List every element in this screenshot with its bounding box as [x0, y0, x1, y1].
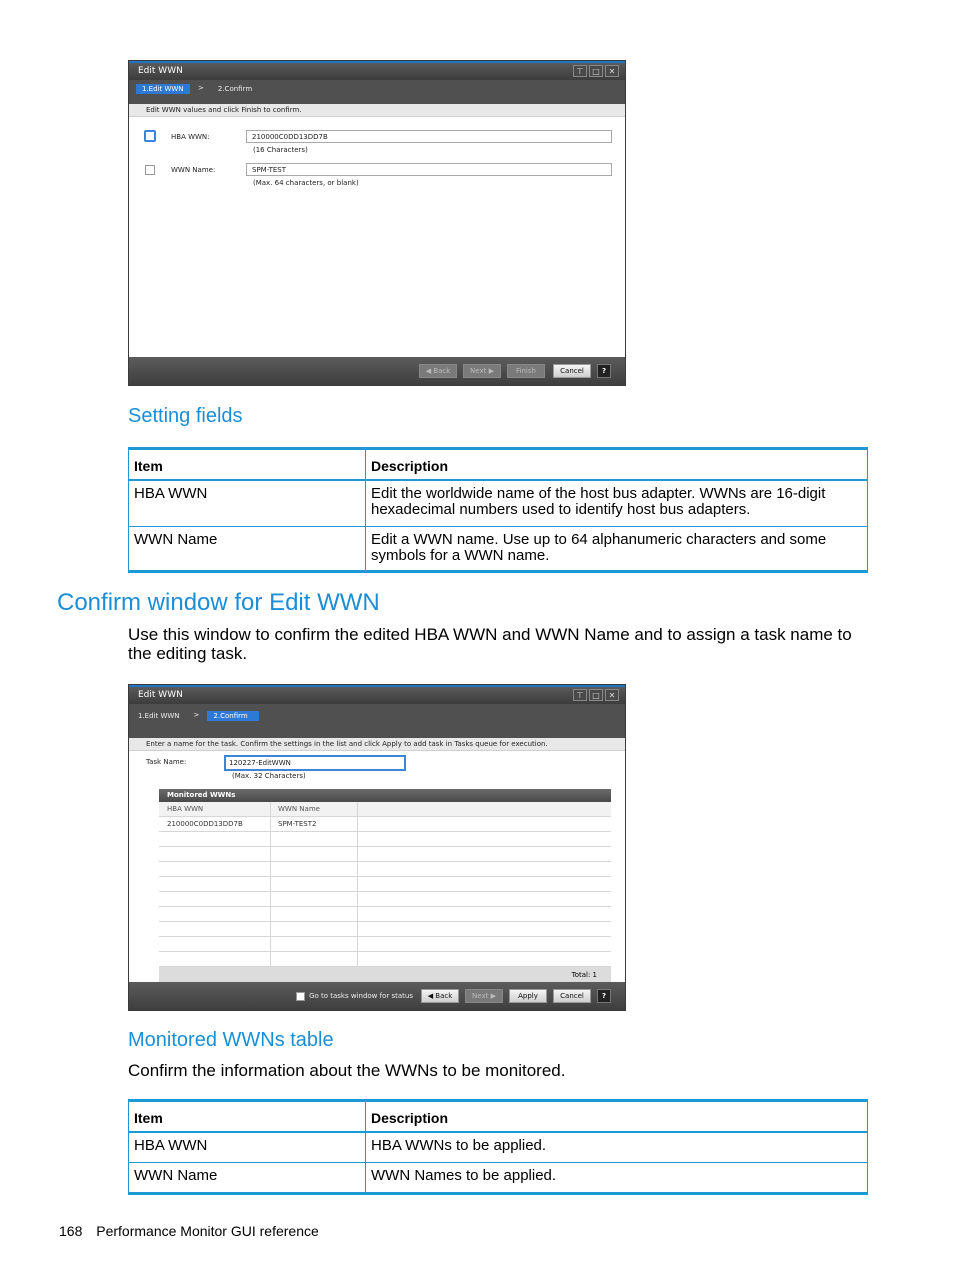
table-row[interactable]	[159, 817, 611, 832]
row-description: Edit a WWN name. Use up to 64 alphanumeric characters and some symbols for a WWN name.	[366, 527, 868, 572]
back-button[interactable]: ◀ Back	[421, 989, 459, 1003]
wwn-name-checkbox[interactable]	[145, 165, 155, 175]
row-item: HBA WWN	[129, 480, 366, 527]
setting-fields-heading: Setting fields	[128, 405, 243, 427]
row-item: HBA WWN	[129, 1132, 366, 1163]
wwn-name-label: WWN Name:	[171, 166, 216, 174]
step-separator: >	[193, 711, 200, 719]
page-footer	[59, 1223, 319, 1239]
empty-row	[159, 952, 611, 967]
step-edit-wwn: 1.Edit WWN	[138, 712, 180, 720]
monitored-wwns-heading: Monitored WWNs table	[128, 1029, 334, 1051]
hba-wwn-input[interactable]: 210000C0DD13DD7B	[246, 130, 612, 143]
header-item: Item	[129, 1101, 366, 1133]
dialog-instruction: Enter a name for the task. Confirm the settings in the list and click Apply to add task in Tasks queue for execution.	[129, 738, 625, 751]
step-separator: >	[198, 84, 204, 92]
empty-row	[159, 862, 611, 877]
empty-row	[159, 922, 611, 937]
row-description: WWN Names to be applied.	[366, 1163, 868, 1194]
total-count: Total: 1	[159, 967, 611, 984]
confirm-dialog	[128, 684, 626, 1011]
row-description: HBA WWNs to be applied.	[366, 1132, 868, 1163]
back-button[interactable]: ◀ Back	[419, 364, 457, 378]
apply-button[interactable]: Apply	[509, 989, 547, 1003]
monitored-wwns-intro: Confirm the information about the WWNs to be monitored.	[128, 1061, 566, 1080]
dialog-title-bar	[129, 61, 625, 80]
close-icon[interactable]: ✕	[605, 689, 619, 701]
table-row	[129, 1132, 868, 1163]
maximize-icon[interactable]: □	[589, 65, 603, 77]
page-number: 168	[59, 1223, 83, 1239]
header-item: Item	[129, 449, 366, 481]
table-row	[129, 480, 868, 527]
close-icon[interactable]: ✕	[605, 65, 619, 77]
dialog-footer	[129, 357, 625, 385]
row-item: WWN Name	[129, 1163, 366, 1194]
cancel-button[interactable]: Cancel	[553, 989, 591, 1003]
row-item: WWN Name	[129, 527, 366, 572]
footer-text: Performance Monitor GUI reference	[96, 1223, 319, 1239]
dialog-title-bar	[129, 685, 625, 704]
setting-fields-table	[128, 447, 868, 573]
cell-hba-wwn: 210000C0DD13DD7B	[159, 817, 271, 831]
task-name-label: Task Name:	[146, 758, 187, 766]
wwn-name-hint: (Max. 64 characters, or blank)	[253, 179, 359, 187]
hba-wwn-hint: (16 Characters)	[253, 146, 308, 154]
pin-icon[interactable]: ⊤	[573, 65, 587, 77]
header-description: Description	[366, 449, 868, 481]
table-header-row	[129, 449, 868, 481]
wwn-name-input[interactable]: SPM-TEST	[246, 163, 612, 176]
task-name-hint: (Max. 32 Characters)	[232, 772, 306, 780]
empty-row	[159, 937, 611, 952]
step-edit-wwn: 1.Edit WWN	[136, 84, 190, 94]
dialog-title: Edit WWN	[138, 690, 183, 700]
go-to-tasks-checkbox[interactable]	[296, 992, 305, 1001]
cancel-button[interactable]: Cancel	[553, 364, 591, 378]
confirm-window-intro: Use this window to confirm the edited HBA WWN and WWN Name and to assign a task name to the editing task.	[128, 625, 852, 663]
table-row	[129, 527, 868, 572]
empty-row	[159, 907, 611, 922]
row-description: Edit the worldwide name of the host bus adapter. WWNs are 16-digit hexadecimal numbers used to identify host bus adapters.	[366, 480, 868, 527]
help-button[interactable]: ?	[597, 364, 611, 378]
step-confirm: 2.Confirm	[207, 711, 259, 721]
go-to-tasks-label: Go to tasks window for status	[309, 992, 413, 1000]
hba-wwn-checkbox[interactable]	[144, 130, 156, 142]
empty-row	[159, 892, 611, 907]
monitored-wwns-title: Monitored WWNs	[159, 789, 611, 802]
pin-icon[interactable]: ⊤	[573, 689, 587, 701]
confirm-window-heading: Confirm window for Edit WWN	[57, 589, 380, 616]
maximize-icon[interactable]: □	[589, 689, 603, 701]
header-wwn-name[interactable]: WWN Name	[271, 802, 358, 816]
dialog-title: Edit WWN	[138, 66, 183, 76]
monitored-wwns-doc-table	[128, 1099, 868, 1195]
wizard-steps	[129, 80, 625, 104]
wizard-steps	[129, 704, 625, 738]
edit-wwn-dialog	[128, 60, 626, 386]
hba-wwn-label: HBA WWN:	[171, 133, 210, 141]
header-hba-wwn[interactable]: HBA WWN	[159, 802, 271, 816]
step-confirm: 2.Confirm	[217, 85, 253, 93]
table-row	[129, 1163, 868, 1194]
next-button[interactable]: Next ▶	[465, 989, 503, 1003]
empty-row	[159, 877, 611, 892]
empty-row	[159, 832, 611, 847]
dialog-footer	[129, 982, 625, 1010]
task-name-input[interactable]: 120227-EditWWN	[224, 755, 406, 771]
dialog-instruction: Edit WWN values and click Finish to confirm.	[129, 104, 625, 117]
header-description: Description	[366, 1101, 868, 1133]
finish-button[interactable]: Finish	[507, 364, 545, 378]
monitored-header-row	[159, 802, 611, 817]
monitored-wwns-table	[159, 789, 611, 984]
cell-wwn-name: SPM-TEST2	[271, 817, 358, 831]
empty-row	[159, 847, 611, 862]
table-header-row	[129, 1101, 868, 1133]
help-button[interactable]: ?	[597, 989, 611, 1003]
next-button[interactable]: Next ▶	[463, 364, 501, 378]
